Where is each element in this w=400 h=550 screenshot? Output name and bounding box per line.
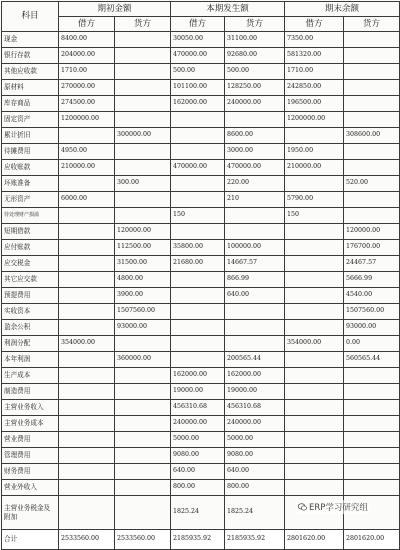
table-row bbox=[2, 144, 400, 160]
opening-debit-cell bbox=[59, 432, 115, 448]
closing-debit-cell bbox=[285, 368, 344, 384]
closing-credit-cell bbox=[344, 80, 400, 96]
table-row bbox=[2, 464, 400, 480]
closing-debit-cell: 196500.00 bbox=[285, 96, 344, 112]
opening-balance-header: 期初金额 bbox=[59, 2, 171, 17]
current-credit-cell bbox=[225, 112, 285, 128]
table-row bbox=[2, 176, 400, 192]
opening-credit-cell bbox=[115, 464, 171, 480]
current-debit-cell: 35800.00 bbox=[171, 240, 225, 256]
opening-debit-cell bbox=[59, 304, 115, 320]
closing-credit-cell bbox=[344, 416, 400, 432]
current-credit-cell: 92680.00 bbox=[225, 48, 285, 64]
closing-debit-cell: 210000.00 bbox=[285, 160, 344, 176]
closing-debit-cell: 1200000.00 bbox=[285, 112, 344, 128]
account-name: 生产成本 bbox=[2, 368, 59, 384]
closing-debit-cell bbox=[285, 176, 344, 192]
watermark-text: ERP学习研究组 bbox=[309, 503, 368, 513]
opening-debit-cell: 1200000.00 bbox=[59, 112, 115, 128]
closing-credit-cell bbox=[344, 480, 400, 496]
current-debit-cell: 21680.00 bbox=[171, 256, 225, 272]
closing-credit-cell: 24467.57 bbox=[344, 256, 400, 272]
account-name: 应交税金 bbox=[2, 256, 59, 272]
opening-debit-cell bbox=[59, 240, 115, 256]
table-row bbox=[2, 320, 400, 336]
closing-debit-cell bbox=[285, 256, 344, 272]
current-debit-cell bbox=[171, 192, 225, 208]
opening-credit-cell bbox=[115, 32, 171, 48]
current-credit-cell bbox=[225, 336, 285, 352]
closing-credit-cell bbox=[344, 208, 400, 224]
total-opening-debit: 2533560.00 bbox=[59, 530, 115, 550]
opening-debit-cell bbox=[59, 352, 115, 368]
account-name: 主营业务税金及附加 bbox=[2, 496, 59, 530]
table-row bbox=[2, 32, 400, 48]
account-name: 制造费用 bbox=[2, 384, 59, 400]
current-credit-cell: 162000.00 bbox=[225, 368, 285, 384]
opening-credit-cell bbox=[115, 64, 171, 80]
current-credit-cell: 100000.00 bbox=[225, 240, 285, 256]
opening-credit-cell: 300.00 bbox=[115, 176, 171, 192]
current-credit-cell: 31100.00 bbox=[225, 32, 285, 48]
closing-credit-cell: 120000.00 bbox=[344, 224, 400, 240]
current-credit-cell: 220.00 bbox=[225, 176, 285, 192]
table-row bbox=[2, 48, 400, 64]
current-debit-cell bbox=[171, 304, 225, 320]
total-closing-credit: 2801620.00 bbox=[344, 530, 400, 550]
opening-debit-cell bbox=[59, 480, 115, 496]
opening-credit-cell bbox=[115, 48, 171, 64]
closing-debit-cell bbox=[285, 432, 344, 448]
closing-credit-cell: 520.00 bbox=[344, 176, 400, 192]
account-name: 原材料 bbox=[2, 80, 59, 96]
table-row bbox=[2, 432, 400, 448]
account-name: 应收账款 bbox=[2, 160, 59, 176]
account-name: 银行存款 bbox=[2, 48, 59, 64]
opening-debit-cell bbox=[59, 288, 115, 304]
opening-debit-cell: 6000.00 bbox=[59, 192, 115, 208]
current-debit-cell: 240000.00 bbox=[171, 416, 225, 432]
table-row bbox=[2, 64, 400, 80]
closing-debit-cell: 1710.00 bbox=[285, 64, 344, 80]
closing-debit-cell bbox=[285, 304, 344, 320]
closing-credit-cell bbox=[344, 192, 400, 208]
opening-debit-cell: 354000.00 bbox=[59, 336, 115, 352]
closing-credit-cell: 93000.00 bbox=[344, 320, 400, 336]
opening-credit-header: 货方 bbox=[115, 17, 171, 32]
account-name: 固定资产 bbox=[2, 112, 59, 128]
opening-debit-cell bbox=[59, 384, 115, 400]
current-debit-cell bbox=[171, 224, 225, 240]
closing-credit-cell bbox=[344, 400, 400, 416]
closing-credit-cell bbox=[344, 432, 400, 448]
opening-credit-cell: 4800.00 bbox=[115, 272, 171, 288]
current-debit-cell: 30050.00 bbox=[171, 32, 225, 48]
opening-debit-cell bbox=[59, 320, 115, 336]
table-row bbox=[2, 304, 400, 320]
opening-credit-cell bbox=[115, 432, 171, 448]
opening-credit-cell bbox=[115, 384, 171, 400]
account-name: 坏账准备 bbox=[2, 176, 59, 192]
current-debit-cell: 456310.68 bbox=[171, 400, 225, 416]
current-debit-cell bbox=[171, 272, 225, 288]
table-row bbox=[2, 480, 400, 496]
current-credit-header: 货方 bbox=[225, 17, 285, 32]
current-credit-cell: 5000.00 bbox=[225, 432, 285, 448]
table-row bbox=[2, 208, 400, 224]
account-name: 营业费用 bbox=[2, 432, 59, 448]
current-credit-cell bbox=[225, 208, 285, 224]
account-name: 利润分配 bbox=[2, 336, 59, 352]
closing-credit-header: 货方 bbox=[344, 17, 400, 32]
closing-credit-cell: 560565.44 bbox=[344, 352, 400, 368]
current-credit-cell: 8600.00 bbox=[225, 128, 285, 144]
current-debit-cell: 470000.00 bbox=[171, 48, 225, 64]
current-debit-cell: 800.00 bbox=[171, 480, 225, 496]
current-credit-cell: 19000.00 bbox=[225, 384, 285, 400]
total-row bbox=[2, 530, 400, 550]
opening-credit-cell bbox=[115, 208, 171, 224]
closing-debit-cell: 150 bbox=[285, 208, 344, 224]
closing-debit-cell bbox=[285, 464, 344, 480]
account-name: 现金 bbox=[2, 32, 59, 48]
current-debit-cell bbox=[171, 176, 225, 192]
opening-credit-cell: 93000.00 bbox=[115, 320, 171, 336]
current-credit-cell: 128250.00 bbox=[225, 80, 285, 96]
opening-debit-cell: 204000.00 bbox=[59, 48, 115, 64]
closing-debit-cell bbox=[285, 352, 344, 368]
total-current-debit: 2185935.92 bbox=[171, 530, 225, 550]
opening-credit-cell bbox=[115, 368, 171, 384]
current-debit-cell bbox=[171, 112, 225, 128]
closing-credit-cell: 176700.00 bbox=[344, 240, 400, 256]
current-debit-cell: 500.00 bbox=[171, 64, 225, 80]
current-debit-cell bbox=[171, 288, 225, 304]
account-name: 主营业务成本 bbox=[2, 416, 59, 432]
opening-credit-cell bbox=[115, 480, 171, 496]
total-closing-debit: 2801620.00 bbox=[285, 530, 344, 550]
watermark bbox=[296, 500, 370, 514]
opening-debit-cell bbox=[59, 400, 115, 416]
closing-credit-cell: 5666.99 bbox=[344, 272, 400, 288]
opening-debit-cell bbox=[59, 464, 115, 480]
current-period-header: 本期发生额 bbox=[171, 2, 285, 17]
total-opening-credit: 2533560.00 bbox=[115, 530, 171, 550]
account-name: 累计折旧 bbox=[2, 128, 59, 144]
account-name: 财务费用 bbox=[2, 464, 59, 480]
closing-credit-cell bbox=[344, 64, 400, 80]
table-row bbox=[2, 128, 400, 144]
opening-credit-cell: 120000.00 bbox=[115, 224, 171, 240]
current-debit-cell: 470000.00 bbox=[171, 160, 225, 176]
account-name: 短期借款 bbox=[2, 224, 59, 240]
current-credit-cell: 470000.00 bbox=[225, 160, 285, 176]
current-debit-cell: 1825.24 bbox=[171, 496, 225, 530]
closing-debit-header: 借方 bbox=[285, 17, 344, 32]
opening-credit-cell: 31500.00 bbox=[115, 256, 171, 272]
closing-credit-cell bbox=[344, 32, 400, 48]
opening-credit-cell: 3900.00 bbox=[115, 288, 171, 304]
table-row bbox=[2, 448, 400, 464]
table-row bbox=[2, 240, 400, 256]
account-name: 其它应交款 bbox=[2, 272, 59, 288]
current-debit-cell bbox=[171, 144, 225, 160]
opening-credit-cell bbox=[115, 496, 171, 530]
opening-debit-cell bbox=[59, 208, 115, 224]
closing-credit-cell bbox=[344, 112, 400, 128]
closing-credit-cell: 4540.00 bbox=[344, 288, 400, 304]
total-label: 合计 bbox=[2, 530, 59, 550]
table-row bbox=[2, 96, 400, 112]
opening-debit-cell: 1710.00 bbox=[59, 64, 115, 80]
opening-debit-cell bbox=[59, 496, 115, 530]
current-credit-cell: 210 bbox=[225, 192, 285, 208]
current-debit-header: 借方 bbox=[171, 17, 225, 32]
table-row bbox=[2, 336, 400, 352]
closing-debit-cell: 7350.00 bbox=[285, 32, 344, 48]
account-name: 管理费用 bbox=[2, 448, 59, 464]
closing-credit-cell bbox=[344, 448, 400, 464]
closing-credit-cell: 308600.00 bbox=[344, 128, 400, 144]
account-name: 应付账款 bbox=[2, 240, 59, 256]
closing-debit-cell: 581320.00 bbox=[285, 48, 344, 64]
closing-debit-cell: 242850.00 bbox=[285, 80, 344, 96]
closing-debit-cell: 354000.00 bbox=[285, 336, 344, 352]
closing-credit-cell: 0.00 bbox=[344, 336, 400, 352]
current-debit-cell bbox=[171, 320, 225, 336]
current-debit-cell: 162000.00 bbox=[171, 96, 225, 112]
current-credit-cell: 456310.68 bbox=[225, 400, 285, 416]
current-credit-cell bbox=[225, 320, 285, 336]
closing-debit-cell bbox=[285, 400, 344, 416]
opening-credit-cell bbox=[115, 144, 171, 160]
closing-debit-cell bbox=[285, 272, 344, 288]
current-debit-cell bbox=[171, 336, 225, 352]
opening-debit-cell bbox=[59, 256, 115, 272]
current-debit-cell: 5000.00 bbox=[171, 432, 225, 448]
account-name: 待处理财产损溢 bbox=[2, 208, 59, 224]
account-name: 营业外收入 bbox=[2, 480, 59, 496]
closing-debit-cell bbox=[285, 240, 344, 256]
opening-credit-cell bbox=[115, 160, 171, 176]
current-credit-cell: 640.00 bbox=[225, 464, 285, 480]
table-row bbox=[2, 384, 400, 400]
opening-debit-cell: 8400.00 bbox=[59, 32, 115, 48]
opening-credit-cell bbox=[115, 416, 171, 432]
current-credit-cell bbox=[225, 224, 285, 240]
current-credit-cell: 500.00 bbox=[225, 64, 285, 80]
opening-debit-cell bbox=[59, 128, 115, 144]
closing-debit-cell bbox=[285, 288, 344, 304]
opening-credit-cell bbox=[115, 112, 171, 128]
table-row bbox=[2, 368, 400, 384]
opening-debit-cell bbox=[59, 416, 115, 432]
account-rows bbox=[2, 32, 400, 530]
closing-debit-cell bbox=[285, 320, 344, 336]
opening-credit-cell bbox=[115, 96, 171, 112]
closing-debit-cell: 5790.00 bbox=[285, 192, 344, 208]
closing-debit-cell bbox=[285, 448, 344, 464]
table-row bbox=[2, 352, 400, 368]
current-debit-cell: 19000.00 bbox=[171, 384, 225, 400]
account-name: 无形资产 bbox=[2, 192, 59, 208]
current-credit-cell: 800.00 bbox=[225, 480, 285, 496]
account-name: 盈余公积 bbox=[2, 320, 59, 336]
account-name: 库存商品 bbox=[2, 96, 59, 112]
opening-credit-cell bbox=[115, 80, 171, 96]
table-row bbox=[2, 160, 400, 176]
opening-credit-cell bbox=[115, 336, 171, 352]
opening-debit-cell: 274500.00 bbox=[59, 96, 115, 112]
current-credit-cell: 866.99 bbox=[225, 272, 285, 288]
account-name: 本年利润 bbox=[2, 352, 59, 368]
current-credit-cell: 240000.00 bbox=[225, 96, 285, 112]
table-row bbox=[2, 256, 400, 272]
account-name: 其他应收款 bbox=[2, 64, 59, 80]
account-name: 实收资本 bbox=[2, 304, 59, 320]
opening-credit-cell bbox=[115, 400, 171, 416]
closing-credit-cell bbox=[344, 464, 400, 480]
table-row bbox=[2, 224, 400, 240]
opening-credit-cell: 112500.00 bbox=[115, 240, 171, 256]
opening-credit-cell: 300000.00 bbox=[115, 128, 171, 144]
subject-header: 科目 bbox=[2, 2, 59, 32]
table-row bbox=[2, 112, 400, 128]
current-credit-cell: 640.00 bbox=[225, 288, 285, 304]
closing-debit-cell bbox=[285, 128, 344, 144]
current-credit-cell: 200565.44 bbox=[225, 352, 285, 368]
opening-credit-cell: 360000.00 bbox=[115, 352, 171, 368]
closing-debit-cell bbox=[285, 224, 344, 240]
closing-credit-cell: 1507560.00 bbox=[344, 304, 400, 320]
opening-debit-cell bbox=[59, 368, 115, 384]
opening-credit-cell bbox=[115, 448, 171, 464]
table-row bbox=[2, 288, 400, 304]
current-debit-cell bbox=[171, 352, 225, 368]
closing-debit-cell: 1950.00 bbox=[285, 144, 344, 160]
account-name: 主营业务收入 bbox=[2, 400, 59, 416]
current-credit-cell: 3000.00 bbox=[225, 144, 285, 160]
total-current-credit: 2185935.92 bbox=[225, 530, 285, 550]
closing-balance-header: 期末余额 bbox=[285, 2, 400, 17]
opening-debit-header: 借方 bbox=[59, 17, 115, 32]
account-name: 预提费用 bbox=[2, 288, 59, 304]
current-credit-cell: 9080.00 bbox=[225, 448, 285, 464]
opening-debit-cell bbox=[59, 176, 115, 192]
opening-debit-cell: 210000.00 bbox=[59, 160, 115, 176]
closing-debit-cell bbox=[285, 480, 344, 496]
closing-credit-cell bbox=[344, 144, 400, 160]
table-row bbox=[2, 400, 400, 416]
table-row bbox=[2, 272, 400, 288]
current-debit-cell: 162000.00 bbox=[171, 368, 225, 384]
opening-debit-cell: 4950.00 bbox=[59, 144, 115, 160]
current-debit-cell: 101100.00 bbox=[171, 80, 225, 96]
current-debit-cell: 150 bbox=[171, 208, 225, 224]
closing-credit-cell bbox=[344, 160, 400, 176]
current-debit-cell: 640.00 bbox=[171, 464, 225, 480]
table-row bbox=[2, 416, 400, 432]
closing-credit-cell bbox=[344, 96, 400, 112]
opening-debit-cell bbox=[59, 224, 115, 240]
table-row bbox=[2, 192, 400, 208]
current-credit-cell: 240000.00 bbox=[225, 416, 285, 432]
opening-credit-cell: 1507560.00 bbox=[115, 304, 171, 320]
current-credit-cell bbox=[225, 304, 285, 320]
opening-debit-cell bbox=[59, 272, 115, 288]
closing-credit-cell bbox=[344, 368, 400, 384]
closing-debit-cell bbox=[285, 416, 344, 432]
closing-credit-cell bbox=[344, 48, 400, 64]
current-credit-cell: 14667.57 bbox=[225, 256, 285, 272]
current-debit-cell: 9080.00 bbox=[171, 448, 225, 464]
wechat-icon bbox=[298, 503, 307, 511]
trial-balance-table bbox=[1, 1, 400, 550]
current-credit-cell: 1825.24 bbox=[225, 496, 285, 530]
account-name: 待摊费用 bbox=[2, 144, 59, 160]
opening-credit-cell bbox=[115, 192, 171, 208]
opening-debit-cell bbox=[59, 448, 115, 464]
current-debit-cell bbox=[171, 128, 225, 144]
opening-debit-cell: 270000.00 bbox=[59, 80, 115, 96]
closing-debit-cell bbox=[285, 384, 344, 400]
table-row bbox=[2, 80, 400, 96]
closing-credit-cell bbox=[344, 384, 400, 400]
